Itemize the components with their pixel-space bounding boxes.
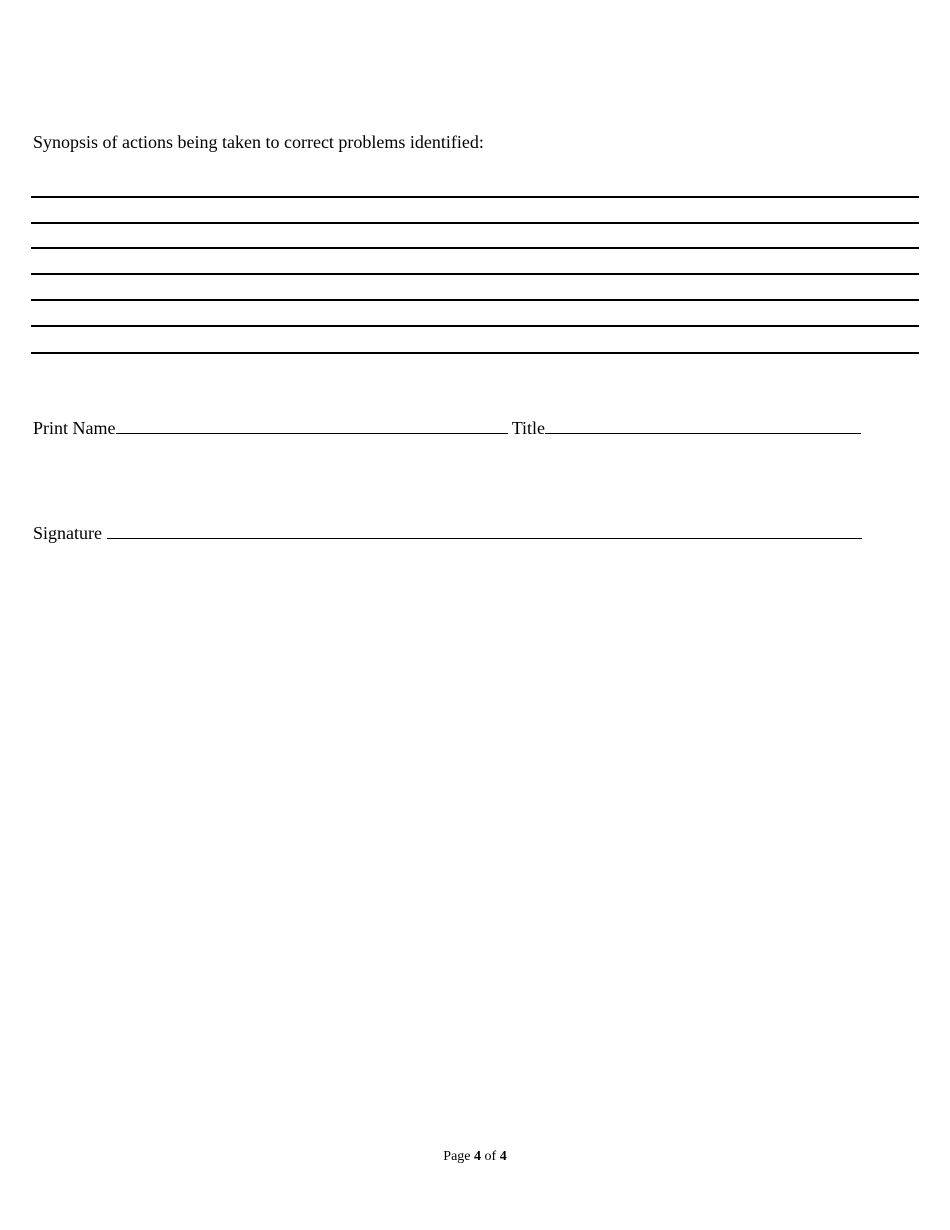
answer-line[interactable] — [31, 273, 919, 275]
signature-field[interactable] — [107, 523, 862, 539]
total-pages-number: 4 — [499, 1149, 507, 1164]
answer-line[interactable] — [31, 325, 919, 327]
name-title-row — [33, 417, 861, 439]
answer-line[interactable] — [31, 299, 919, 301]
answer-line[interactable] — [31, 222, 919, 224]
of-word: of — [484, 1149, 497, 1164]
synopsis-label: Synopsis of actions being taken to correct problems identified: — [33, 132, 484, 152]
answer-line[interactable] — [31, 352, 919, 354]
print-name-field[interactable] — [116, 418, 508, 434]
title-field[interactable] — [545, 418, 861, 434]
page-word: Page — [443, 1149, 471, 1164]
title-label: Title — [511, 418, 546, 438]
signature-row — [33, 522, 862, 544]
answer-line[interactable] — [31, 196, 919, 198]
print-name-label: Print Name — [33, 418, 116, 438]
current-page-number: 4 — [474, 1149, 482, 1164]
page-footer — [0, 1148, 950, 1166]
signature-label: Signature — [33, 523, 102, 543]
answer-line[interactable] — [31, 247, 919, 249]
